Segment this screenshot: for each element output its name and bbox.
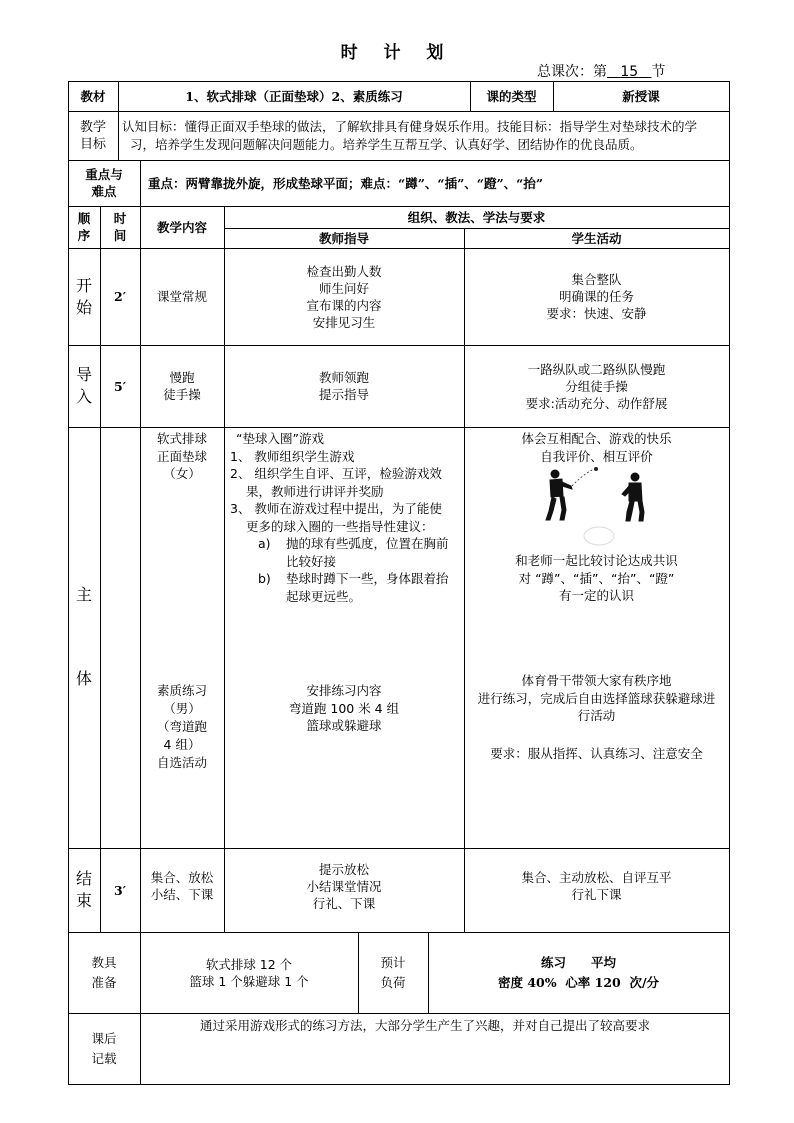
equipment-label: 教具 准备 [91,954,117,990]
hoop-circle-icon [582,525,616,547]
lesson-counter-suffix: 节 [651,64,666,80]
material-content: 1、软式排球（正面垫球）2、素质练习 [185,88,403,104]
load-content: 练习 平均 密度 40% 心率 120 次/分 [497,954,660,990]
section-intro-content: 慢跑 徒手操 [163,370,201,402]
main-student-fitness: 体育骨干带领大家有秩序地 进行练习，完成后自由选择篮球获躲避球进 行活动 [477,673,716,723]
section-main-name-2: 体 [75,669,92,688]
teacher-header: 教师指导 [318,230,369,246]
lesson-type-label: 课的类型 [486,88,537,104]
key-points-label: 重点与 难点 [85,167,123,199]
load-label: 预计 负荷 [380,954,406,990]
goals-content: 认知目标：懂得正面双手垫球的做法，了解软排具有健身娱乐作用。技能目标：指导学生对垫球技术的学 习，培养学生发现问题解决问题能力。培养学生互帮互学、认真好学、团结协作的优良品质。 [122,119,698,152]
order-header: 顺 序 [77,211,91,243]
main-student-discussion: 和老师一起比较讨论达成共识 对 “蹲”、“插”、“抬”、“蹬” 有一定的认识 [515,553,678,603]
lesson-counter-prefix: 总课次：第 [537,64,607,80]
main-content-fitness: 素质练习 （男） （弯道跑 4 组） 自选活动 [156,683,207,770]
section-end-student: 集合、主动放松、自评互平 行礼下课 [521,870,672,902]
page-title: 时 计 划 [340,43,454,63]
section-start-time: 2′ [114,289,126,304]
ball-icon [594,467,598,471]
player-left-figure [546,470,572,520]
note-content: 通过采用游戏形式的练习方法，大部分学生产生了兴趣，并对自己提出了较高要求 [200,1018,651,1033]
section-intro-time: 5′ [114,378,126,394]
lesson-number: 15 [620,64,639,80]
time-header: 时 间 [113,211,127,243]
main-student-requirements: 要求：服从指挥、认真练习、注意安全 [490,746,703,761]
content-header: 教学内容 [156,219,207,235]
lesson-counter [537,61,666,81]
section-intro-teacher: 教师领跑 提示指导 [318,370,369,402]
section-start-student: 集合整队 明确课的任务 要求：快速、安静 [546,272,647,321]
student-header: 学生活动 [571,230,622,246]
main-student-volleyball: 体会互相配合、游戏的快乐 自我评价、相互评价 [521,431,672,464]
main-content-volleyball: 软式排球 正面垫球 （女） [156,431,207,481]
equipment-content: 软式排球 12 个 篮球 1 个躲避球 1 个 [189,956,309,989]
volleyball-players-illustration [538,466,650,524]
section-start-name: 开 始 [75,275,92,317]
material-label: 教材 [80,88,106,104]
ball-trajectory [572,468,596,486]
lesson-type-value: 新授课 [622,88,660,104]
goals-label: 教学 目标 [79,119,106,152]
section-main-name-1: 主 [75,585,92,604]
main-teacher-fitness: 安排练习内容 弯道跑 100 米 4 组 篮球或躲避球 [288,683,400,733]
section-intro-name: 导 入 [75,365,92,406]
section-end-time: 3′ [114,882,126,898]
key-points-content: 重点：两臂靠拢外旋，形成垫球平面；难点：“蹲”、“插”、“蹬”、“抬” [148,175,544,191]
player-right-figure [622,473,644,521]
main-teacher-volleyball: “垫球入圈”游戏 1、 教师组织学生游戏 2、 组织学生自评、互评，检验游戏效 果，教师进行讲评并奖励 3、 教师在游戏过程中提出，为了能使 更多的球入圈的一些指导性建议： a) 抛的球有些弧度，位置在胸前 比较好接 b) 垫球时蹲下一些，身体跟着抬 起球更远些。 [230,431,449,604]
section-start-teacher: 检查出勤人数 师生问好 宣布课的内容 安排见习生 [306,263,382,330]
section-intro-student: 一路纵队或二路纵队慢跑 分组徒手操 要求:活动充分、动作舒展 [525,361,668,411]
section-start-content: 课堂常规 [156,289,207,304]
section-end-name: 结 束 [75,869,92,910]
note-label: 课后 记载 [91,1030,117,1066]
section-end-content: 集合、放松 小结、下课 [150,870,214,902]
section-end-teacher: 提示放松 小结课堂情况 行礼、下课 [306,861,382,911]
org-header: 组织、教法、学法与要求 [407,209,546,225]
